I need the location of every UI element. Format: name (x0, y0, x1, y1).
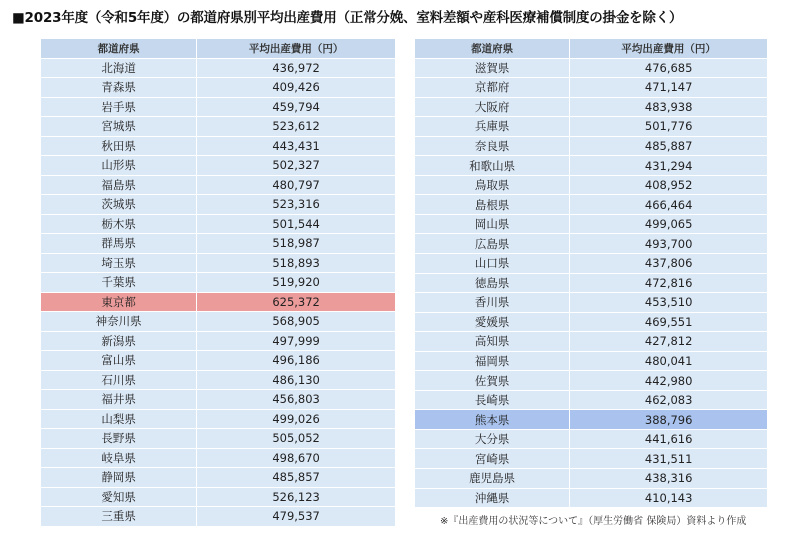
average-cost-cell: 519,920 (197, 273, 396, 293)
table-row (415, 58, 768, 78)
table-row (41, 292, 396, 312)
prefecture-name-cell: 岐阜県 (41, 448, 197, 468)
prefecture-name-cell: 香川県 (415, 293, 570, 313)
table-row (415, 136, 768, 156)
table-row (415, 78, 768, 98)
average-cost-cell: 388,796 (570, 410, 768, 430)
table-row (415, 332, 768, 352)
table-row (415, 449, 768, 469)
average-cost-cell: 501,544 (197, 214, 396, 234)
table-row (415, 390, 768, 410)
prefecture-name-cell: 宮崎県 (415, 449, 570, 469)
table-row (41, 214, 396, 234)
table-row (41, 370, 396, 390)
average-cost-cell: 523,612 (197, 117, 396, 137)
prefecture-name-cell: 石川県 (41, 370, 197, 390)
prefecture-name-cell: 徳島県 (415, 273, 570, 293)
prefecture-name-cell: 広島県 (415, 234, 570, 254)
prefecture-name-cell: 鳥取県 (415, 175, 570, 195)
table-row (415, 429, 768, 449)
average-cost-cell: 442,980 (570, 371, 768, 391)
column-header-average-cost: 平均出産費用（円） (197, 39, 396, 59)
table-row (415, 351, 768, 371)
prefecture-name-cell: 滋賀県 (415, 58, 570, 78)
average-cost-cell: 443,431 (197, 136, 396, 156)
prefecture-name-cell: 大分県 (415, 429, 570, 449)
prefecture-name-cell: 大阪府 (415, 97, 570, 117)
average-cost-cell: 485,857 (197, 468, 396, 488)
average-cost-cell: 471,147 (570, 78, 768, 98)
table-row (41, 468, 396, 488)
prefecture-name-cell: 熊本県 (415, 410, 570, 430)
prefecture-cost-table-right (414, 38, 768, 508)
prefecture-name-cell: 愛媛県 (415, 312, 570, 332)
prefecture-cost-table-left (40, 38, 396, 527)
table-row (415, 293, 768, 313)
prefecture-name-cell: 奈良県 (415, 136, 570, 156)
table-row (415, 371, 768, 391)
prefecture-name-cell: 高知県 (415, 332, 570, 352)
table-row (41, 390, 396, 410)
prefecture-name-cell: 富山県 (41, 351, 197, 371)
prefecture-name-cell: 愛知県 (41, 487, 197, 507)
table-row (415, 469, 768, 489)
average-cost-cell: 518,893 (197, 253, 396, 273)
average-cost-cell: 480,041 (570, 351, 768, 371)
prefecture-name-cell: 岩手県 (41, 97, 197, 117)
table-header-row (415, 39, 768, 59)
prefecture-name-cell: 埼玉県 (41, 253, 197, 273)
table-row (41, 195, 396, 215)
average-cost-cell: 453,510 (570, 293, 768, 313)
table-row (415, 175, 768, 195)
prefecture-name-cell: 沖縄県 (415, 488, 570, 508)
average-cost-cell: 476,685 (570, 58, 768, 78)
table-row (41, 234, 396, 254)
table-row (41, 507, 396, 527)
prefecture-name-cell: 長崎県 (415, 390, 570, 410)
source-footnote: ※『出産費用の状況等について』（厚生労働省 保険局）資料より作成 (440, 516, 747, 527)
prefecture-name-cell: 京都府 (415, 78, 570, 98)
average-cost-cell: 502,327 (197, 156, 396, 176)
table-row (415, 312, 768, 332)
column-header-prefecture: 都道府県 (415, 39, 570, 59)
prefecture-name-cell: 栃木県 (41, 214, 197, 234)
prefecture-name-cell: 長野県 (41, 429, 197, 449)
average-cost-cell: 496,186 (197, 351, 396, 371)
table-row (41, 487, 396, 507)
average-cost-cell: 493,700 (570, 234, 768, 254)
average-cost-cell: 497,999 (197, 331, 396, 351)
table-row (41, 429, 396, 449)
table-row (415, 97, 768, 117)
average-cost-cell: 625,372 (197, 292, 396, 312)
prefecture-name-cell: 群馬県 (41, 234, 197, 254)
prefecture-name-cell: 兵庫県 (415, 117, 570, 137)
table-row (415, 117, 768, 137)
prefecture-name-cell: 神奈川県 (41, 312, 197, 332)
average-cost-cell: 499,026 (197, 409, 396, 429)
average-cost-cell: 523,316 (197, 195, 396, 215)
table-row (415, 234, 768, 254)
average-cost-cell: 472,816 (570, 273, 768, 293)
average-cost-cell: 466,464 (570, 195, 768, 215)
table-row (41, 78, 396, 98)
average-cost-cell: 526,123 (197, 487, 396, 507)
average-cost-cell: 480,797 (197, 175, 396, 195)
table-row (415, 488, 768, 508)
table-row (41, 409, 396, 429)
prefecture-name-cell: 北海道 (41, 58, 197, 78)
average-cost-cell: 485,887 (570, 136, 768, 156)
table-row (41, 448, 396, 468)
prefecture-name-cell: 島根県 (415, 195, 570, 215)
prefecture-name-cell: 青森県 (41, 78, 197, 98)
prefecture-name-cell: 佐賀県 (415, 371, 570, 391)
average-cost-cell: 431,511 (570, 449, 768, 469)
prefecture-name-cell: 福井県 (41, 390, 197, 410)
prefecture-name-cell: 山口県 (415, 254, 570, 274)
prefecture-name-cell: 茨城県 (41, 195, 197, 215)
average-cost-cell: 459,794 (197, 97, 396, 117)
prefecture-name-cell: 鹿児島県 (415, 469, 570, 489)
table-row (41, 136, 396, 156)
table-row (415, 214, 768, 234)
prefecture-name-cell: 三重県 (41, 507, 197, 527)
average-cost-cell: 437,806 (570, 254, 768, 274)
average-cost-cell: 438,316 (570, 469, 768, 489)
table-row (41, 253, 396, 273)
table-row (41, 273, 396, 293)
average-cost-cell: 410,143 (570, 488, 768, 508)
page-title: ■2023年度（令和5年度）の都道府県別平均出産費用（正常分娩、室料差額や産科医療補償制度の掛金を除く） (12, 10, 683, 26)
average-cost-cell: 462,083 (570, 390, 768, 410)
prefecture-name-cell: 岡山県 (415, 214, 570, 234)
average-cost-cell: 409,426 (197, 78, 396, 98)
average-cost-cell: 427,812 (570, 332, 768, 352)
table-row (41, 117, 396, 137)
table-row (41, 351, 396, 371)
prefecture-name-cell: 福島県 (41, 175, 197, 195)
average-cost-cell: 431,294 (570, 156, 768, 176)
prefecture-name-cell: 新潟県 (41, 331, 197, 351)
table-row (41, 97, 396, 117)
prefecture-name-cell: 山形県 (41, 156, 197, 176)
average-cost-cell: 436,972 (197, 58, 396, 78)
table-row (415, 195, 768, 215)
prefecture-name-cell: 東京都 (41, 292, 197, 312)
prefecture-name-cell: 宮城県 (41, 117, 197, 137)
table-row (415, 254, 768, 274)
table-row (41, 331, 396, 351)
table-row (41, 156, 396, 176)
prefecture-name-cell: 福岡県 (415, 351, 570, 371)
table-row (415, 410, 768, 430)
average-cost-cell: 469,551 (570, 312, 768, 332)
average-cost-cell: 505,052 (197, 429, 396, 449)
average-cost-cell: 499,065 (570, 214, 768, 234)
average-cost-cell: 486,130 (197, 370, 396, 390)
prefecture-name-cell: 山梨県 (41, 409, 197, 429)
prefecture-name-cell: 和歌山県 (415, 156, 570, 176)
average-cost-cell: 498,670 (197, 448, 396, 468)
prefecture-name-cell: 秋田県 (41, 136, 197, 156)
average-cost-cell: 479,537 (197, 507, 396, 527)
average-cost-cell: 456,803 (197, 390, 396, 410)
table-row (41, 175, 396, 195)
prefecture-name-cell: 静岡県 (41, 468, 197, 488)
column-header-prefecture: 都道府県 (41, 39, 197, 59)
average-cost-cell: 518,987 (197, 234, 396, 254)
table-header-row (41, 39, 396, 59)
column-header-average-cost: 平均出産費用（円） (570, 39, 768, 59)
average-cost-cell: 568,905 (197, 312, 396, 332)
average-cost-cell: 483,938 (570, 97, 768, 117)
table-row (415, 273, 768, 293)
average-cost-cell: 501,776 (570, 117, 768, 137)
average-cost-cell: 408,952 (570, 175, 768, 195)
average-cost-cell: 441,616 (570, 429, 768, 449)
table-row (415, 156, 768, 176)
prefecture-name-cell: 千葉県 (41, 273, 197, 293)
table-row (41, 58, 396, 78)
table-row (41, 312, 396, 332)
